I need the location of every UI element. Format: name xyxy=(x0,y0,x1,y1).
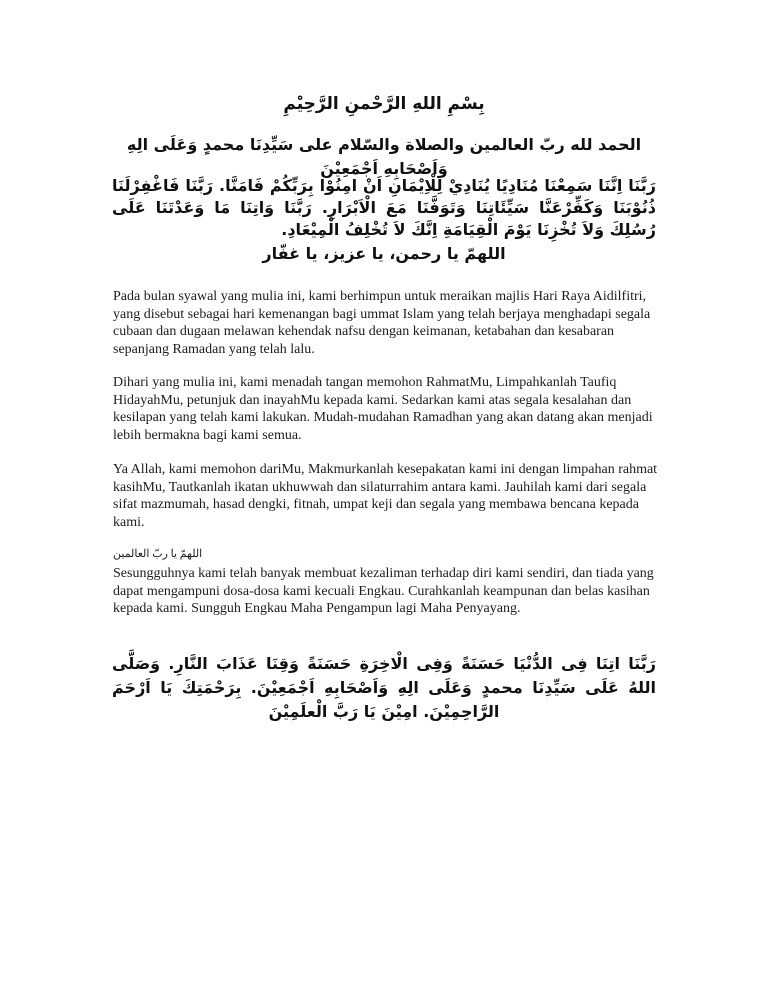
paragraph-keampunan: Sesungguhnya kami telah banyak membuat kezaliman terhadap diri kami sendiri, dan tiada yang dapat mengampuni dosa-dosa kami kecuali Engkau. Curahkanlah keampunan dan belas kasihan kepada kami. Sungguh Engkau Maha Pengampun lagi Maha Penyayang. xyxy=(113,566,654,616)
paragraph-kesepakatan: Ya Allah, kami memohon dariMu, Makmurkanlah kesepakatan kami ini dengan limpahan rahmat kasihMu, Tautkanlah ikatan ukhuwwah dan silaturrahim antara kami. Jauhilah kami dari segala sifat mazmumah, hasad dengki, fitnah, umpat keji dan segala yang membawa bencana kepada kami. xyxy=(113,462,658,530)
opening-invocation-line: اللهمّ يا رحمن، يا عزيز، يا غفّار xyxy=(262,244,506,263)
small-invocation-line: اللهمّ يا ربّ العالمين xyxy=(113,548,203,560)
hamdalah-line: الحمد لله ربّ العالمين والصلاة والسّلام على سَيِّدِنَا محمدٍ وَعَلَى الِهِ وَاَصْحَابِهِ اَجْمَعِيْنَ xyxy=(126,135,642,178)
basmalah-heading: بِسْمِ اللهِ الرَّحْمنِ الرَّحِيْمِ xyxy=(283,94,485,114)
paragraph-syawal: Pada bulan syawal yang mulia ini, kami berhimpun untuk meraikan majlis Hari Raya Aidilfitri, yang disebut sebagai hari kemenangan bagi ummat Islam yang telah berjaya menghadapi segala cubaan dan dugaan melawan kehendak nafsu dengan keimanan, ketabahan dan kesabaran sepanjang Ramadan yang telah lalu. xyxy=(113,289,651,357)
paragraph-rahmat: Dihari yang mulia ini, kami menadah tangan memohon RahmatMu, Limpahkanlah Taufiq HidayahMu, petunjuk dan inayahMu kepada kami. Sedarkan kami atas segala kesalahan dan kesilapan yang telah kami lakukan. Mudah-mudahan Ramadhan yang akan datang akan menjadi lebih bermakna bagi kami semua. xyxy=(113,375,653,443)
closing-dua-text: رَبَّنَا اتِنَا فِى الدُّنْيَا حَسَنَةً وَفِى الْاخِرَةِ حَسَنَةً وَقِنَا عَذَابَ النَّارِ. وَصَلَّى اللهُ عَلَى سَيِّدِنَا محمدٍ وَعَلَى الِهِ وَاَصْحَابِهِ اَجْمَعِيْنَ. بِرَحْمَتِكَ يَا اَرْحَمَ الرَّاحِمِيْنَ. امِيْنَ يَا رَبَّ الْعلَمِيْنَ xyxy=(112,654,656,721)
opening-dua-text: رَبَّنَا اِنَّنَا سَمِعْنَا مُنَادِيًا يُنَادِيْ لِلْاِيْمَانِ اَنْ امِنُوْا بِرَبِّكُمْ فَامَنَّا. رَبَّنَا فَاغْفِرْلَنَا ذُنُوْبَنَا وَكَفِّرْعَنَّا سَيِّئَاتِنَا وَتَوَفَّنَا مَعَ الْاَبْرَارِ. رَبَّنَا وَاتِنَا مَا وَعَدْتَنَا عَلَى رُسُلِكَ وَلاَ تُخْزِنَا يَوْمَ الْقِيَامَةِ اِنَّكَ لاَ تُخْلِفُ الْمِيْعَادِ. xyxy=(112,176,656,239)
